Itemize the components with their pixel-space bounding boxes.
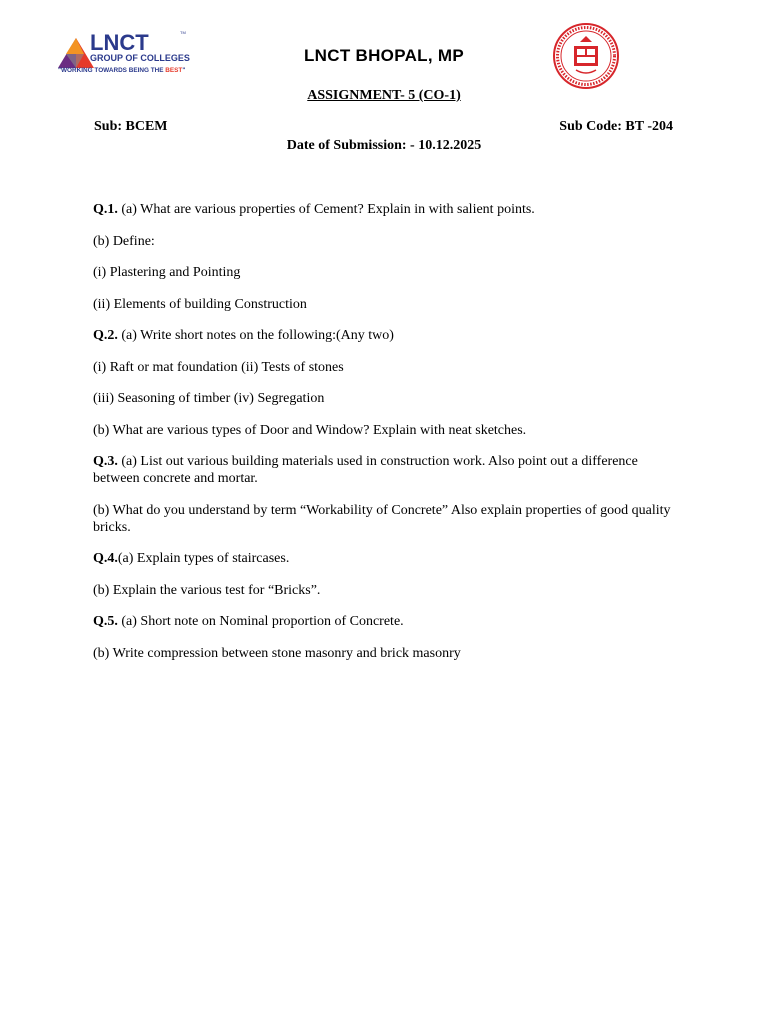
question-text: (b) Write compression between stone masonry and brick masonry [93, 645, 461, 661]
question-text: (a) What are various properties of Cement? Explain in with salient points. [117, 202, 535, 217]
question-number: Q.5. [93, 614, 118, 629]
question-line [93, 264, 673, 281]
logo-subtitle: GROUP OF COLLEGES [90, 53, 190, 63]
logo-tagline: "WORKING TOWARDS BEING THE BEST" [58, 67, 186, 74]
subject-code: Sub Code: BT -204 [559, 119, 673, 134]
question-number: Q.4. [93, 551, 118, 566]
question-text: (a) Short note on Nominal proportion of Concrete. [117, 614, 404, 629]
question-text: (b) Define: [93, 233, 155, 249]
question-line [93, 233, 673, 250]
question-number: Q.1. [93, 202, 118, 217]
question-text: (iii) Seasoning of timber (iv) Segregation [93, 391, 325, 406]
college-title: LNCT BHOPAL, MP [303, 46, 464, 65]
question-number: Q.2. [93, 328, 118, 343]
question-text: (a) Write short notes on the following:(Any two) [117, 328, 394, 343]
question-text: (i) Raft or mat foundation (ii) Tests of stones [93, 359, 344, 375]
question-text: (a) Explain types of staircases. [117, 551, 290, 566]
question-line [93, 645, 673, 662]
question-line [93, 453, 673, 487]
question-text: (b) What are various types of Door and Window? Explain with neat sketches. [93, 422, 527, 438]
question-text: (b) Explain the various test for “Bricks”. [93, 582, 321, 598]
question-text: (b) What do you understand by term “Workability of Concrete” Also explain properties of good quality bricks. [93, 502, 671, 535]
subject-name: Sub: BCEM [94, 119, 168, 134]
question-line [93, 359, 673, 376]
question-line [93, 613, 673, 630]
question-line [93, 422, 673, 439]
logo-name: LNCT [90, 30, 149, 55]
question-line [93, 582, 673, 599]
question-list [93, 201, 673, 676]
logo-tm: TM [180, 30, 186, 35]
question-line [93, 201, 673, 218]
question-line [93, 296, 673, 313]
assignment-title: ASSIGNMENT- 5 (CO-1) [307, 88, 461, 103]
question-line [93, 550, 673, 567]
question-text: (i) Plastering and Pointing [93, 265, 241, 280]
question-number: Q.3. [93, 454, 118, 469]
submission-date: Date of Submission: - 10.12.2025 [286, 138, 482, 153]
question-line [93, 502, 673, 536]
question-text: (a) List out various building materials used in construction work. Also point out a difference between concrete and mortar. [93, 454, 638, 486]
question-line [93, 327, 673, 344]
question-text: (ii) Elements of building Construction [93, 296, 307, 312]
question-line [93, 390, 673, 407]
